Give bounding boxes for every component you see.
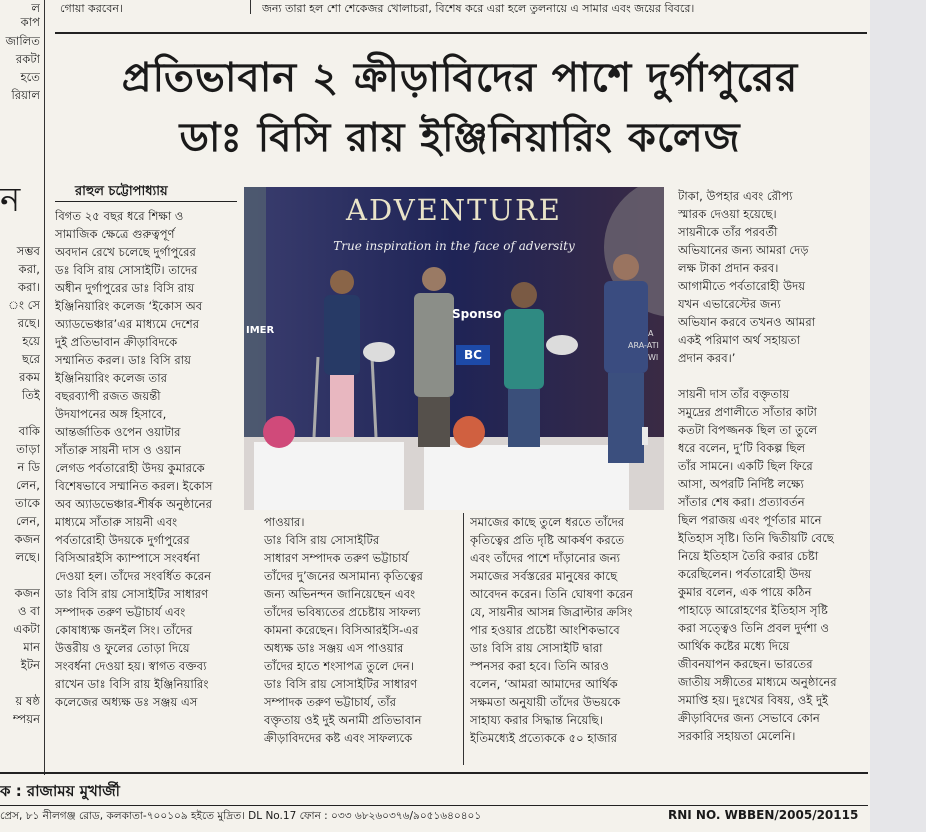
page-edge-strip bbox=[870, 0, 926, 832]
article-line: আসা, অপরটি নির্দিষ্ট লক্ষ্যে bbox=[678, 477, 804, 491]
footer-imprint: প্রেস, ৮১ নীলগঞ্জ রোড, কলকাতা-৭০০১০৯ হইতে মুদ্রিত। DL No.17 ফোন : ০৩৩ ৬৮২৬০৩৭৬/৯০৫১৬৪০৪০১ bbox=[0, 810, 482, 822]
article-line: সাঁতারু সায়নী দাস ও ওয়ান bbox=[55, 443, 182, 457]
article-line: সায়নী দাস তাঁর বক্তৃতায় bbox=[678, 387, 790, 401]
article-line: সমুদ্রের প্রণালীতে সাঁতার কাটা bbox=[678, 405, 817, 419]
article-line: প্রদান করব।’ bbox=[678, 351, 736, 365]
article-line: বলেন, ‘আমরা আমাদের আর্থিক bbox=[470, 677, 618, 691]
article-line: ক্রীড়াবিদের জন্য সেভাবে কোন bbox=[678, 711, 820, 725]
top-fragment-left-text: গোয়া করবেন। bbox=[60, 2, 123, 14]
left-fragment-line: ইটন bbox=[20, 658, 40, 672]
article-line: কতটা বিপজ্জনক ছিল তা তুলে bbox=[678, 423, 818, 437]
article-line: সমাজের কাছে তুলে ধরতে তাঁদের bbox=[470, 515, 625, 529]
article-line: সাঁতার শেষ করা। প্রত্যাবর্তন bbox=[678, 495, 805, 509]
article-line: পাহাড়ে আরোহণের ইতিহাস সৃষ্টি bbox=[678, 603, 828, 617]
article-line: আগামীতে পর্বতারোহী উদয় bbox=[678, 279, 806, 293]
article-line: দেওয়া হল। তাঁদের সংবর্ধিত করেন bbox=[55, 569, 212, 583]
article-line: সক্ষমতা অনুযায়ী তাঁদের উভয়কে bbox=[470, 695, 621, 709]
left-fragment-line: একটা bbox=[13, 622, 40, 636]
left-fragment-line: বাকি bbox=[18, 424, 40, 438]
article-line: অ্যাডভেঞ্চার’এর মাধ্যমে দেশের bbox=[55, 317, 200, 331]
article-line: দুই প্রতিভাবান ক্রীড়াবিদকে bbox=[55, 335, 178, 349]
left-fragment-line: ম্পয়ন bbox=[12, 712, 40, 726]
article-line: ক্রীড়াবিদদের কষ্ট এবং সাফল্যকে bbox=[264, 731, 413, 745]
left-big-letter: ন bbox=[0, 180, 21, 220]
article-line: ইঞ্জিনিয়ারিং কলেজ তার bbox=[55, 371, 167, 385]
article-line: টাকা, উপহার এবং রৌপ্য bbox=[678, 189, 793, 203]
article-line: লক্ষ টাকা প্রদান করব। bbox=[678, 261, 779, 275]
article-line: ডাঃ বিসি রায় সোসাইটির সাধারণ bbox=[264, 677, 418, 691]
memento-plate-2 bbox=[546, 335, 578, 355]
event-photo bbox=[244, 187, 664, 510]
article-line: তাঁদের দু’জনের অসামান্য কৃতিত্বের bbox=[264, 569, 423, 583]
left-fragment-line: ন ডি bbox=[17, 460, 40, 474]
banner-right-text-1: A bbox=[648, 329, 654, 338]
article-line: ডাঃ বিসি রায় সোসাইটির সাধারণ bbox=[55, 587, 209, 601]
article-line: অবদান রেখে চলেছে দুর্গাপুরের bbox=[55, 245, 196, 259]
banner-right-text-3: WI bbox=[648, 353, 659, 362]
article-line: কৃতিত্বের প্রতি দৃষ্টি আকর্ষণ করতে bbox=[470, 533, 625, 547]
article-line: সায়নীকে তাঁর পরবর্তী bbox=[678, 225, 778, 239]
article-line: সম্পাদক তরুণ ভট্টাচার্য এবং bbox=[55, 605, 186, 619]
article-line: সংবর্ধনা দেওয়া হয়। স্বাগত বক্তব্য bbox=[55, 659, 207, 673]
article-line: জন্য অভিনন্দন জানিয়েছেন এবং bbox=[264, 587, 416, 601]
article-column-2 bbox=[264, 513, 460, 747]
byline-rule bbox=[55, 201, 237, 202]
article-line: সম্মানিত করল। ডাঃ বিসি রায় bbox=[55, 353, 191, 367]
banner-sponsor-logo: BC bbox=[456, 345, 490, 365]
article-line: ইতিহাস সৃষ্টি। তিনি দ্বিতীয়টি বেছে bbox=[678, 531, 834, 545]
left-fragment-line: তাড়া bbox=[16, 442, 40, 456]
footer-editor: ক : রাজাময় মুখার্জী bbox=[0, 782, 120, 800]
article-line: ছিল পরাজয় এবং পূর্ণতার মানে bbox=[678, 513, 822, 527]
article-line: তাঁর সামনে। একটি ছিল ফিরে bbox=[678, 459, 813, 473]
byline: রাহুল চট্টোপাধ্যায় bbox=[75, 184, 168, 199]
left-column-divider bbox=[44, 0, 45, 775]
person-4 bbox=[604, 254, 648, 463]
column-2-3-divider bbox=[463, 513, 464, 765]
article-line: যে, সায়নীর আসন্ন জিব্রাল্টার ক্রসিং bbox=[470, 605, 633, 619]
left-fragment-line: কাপ bbox=[20, 15, 40, 29]
article-line: উদযাপনের অঙ্গ হিসাবে, bbox=[55, 407, 167, 421]
left-fragment-line: ছরে bbox=[21, 352, 40, 366]
left-fragment-line: য় ষষ্ঠ bbox=[15, 694, 40, 708]
article-line: রাখেন ডাঃ বিসি রায় ইঞ্জিনিয়ারিং bbox=[55, 677, 209, 691]
article-line: পর্বতারোহী উদয়কে দুর্গাপুরের bbox=[55, 533, 190, 547]
left-fragment-line: জালিত bbox=[5, 34, 40, 48]
left-fragment-line: রিয়াল bbox=[11, 88, 40, 102]
banner-sponsor-text: Sponso bbox=[452, 307, 502, 321]
footer-rule-2 bbox=[0, 805, 868, 806]
article-line: নিয়ে ইতিহাস তৈরি করার চেষ্টা bbox=[678, 549, 819, 563]
article-line: অভিযান করবে তখনও আমরা bbox=[678, 315, 816, 329]
left-fragment-line: রকটা bbox=[15, 52, 40, 66]
article-line: সমাপ্তি হয়। দুঃখের বিষয়, ওই দুই bbox=[678, 693, 829, 707]
article-line: ডাঃ বিসি রায় সোসাইটির bbox=[264, 533, 380, 547]
top-fragment-left bbox=[60, 0, 230, 14]
left-fragment-line: মান bbox=[23, 640, 40, 654]
article-line: অধীন দুর্গাপুরের ডাঃ বিসি রায় bbox=[55, 281, 195, 295]
article-column-4 bbox=[678, 187, 868, 745]
article-line: সাধারণ সম্পাদক তরুণ ভট্টাচার্য bbox=[264, 551, 409, 565]
article-line: সমাজের সর্বস্তরের মানুষের কাছে bbox=[470, 569, 618, 583]
article-line: কোষাধ্যক্ষ জনইল সিং। তাঁদের bbox=[55, 623, 193, 637]
article-line bbox=[678, 367, 868, 385]
top-column-divider bbox=[250, 0, 251, 14]
article-line: বক্তৃতায় ওই দুই অনামী প্রতিভাবান bbox=[264, 713, 422, 727]
top-fragment-middle-text: জন্য তারা হল শো শেকেজর খোলাচরা, বিশেষ করে এরা হলে তুলনায়ে এ সামার এবং জয়ের বিবরে। bbox=[262, 2, 695, 14]
left-fragment-line: লছে। bbox=[15, 550, 40, 564]
article-line: অব অ্যাডভেঞ্চার-শীর্ষক অনুষ্ঠানের bbox=[55, 497, 213, 511]
article-line: করেছিলেন। পর্বতারোহী উদয় bbox=[678, 567, 812, 581]
article-line: অভিযানের জন্য আমরা দেড় bbox=[678, 243, 809, 257]
left-fragment-line: ং সে bbox=[8, 298, 40, 312]
left-fragment-line: রছে। bbox=[17, 316, 40, 330]
article-line: করা সত্ত্বেও তিনি প্রবল দুর্দশা ও bbox=[678, 621, 830, 635]
article-line: ডঃ বিসি রায় সোসাইটি। তাদের bbox=[55, 263, 198, 277]
footer-rule bbox=[0, 772, 868, 774]
left-fragment-line: তাকে bbox=[15, 496, 40, 510]
article-line: তাঁদের ভবিষ্যতের প্রচেষ্টায় সাফল্য bbox=[264, 605, 421, 619]
article-line: ধরে বলেন, দু’টি বিকল্প ছিল bbox=[678, 441, 806, 455]
article-line: বিগত ২৫ বছর ধরে শিক্ষা ও bbox=[55, 209, 184, 223]
article-line: স্মারক দেওয়া হয়েছে। bbox=[678, 207, 777, 221]
headline-line-2: ডাঃ বিসি রায় ইঞ্জিনিয়ারিং কলেজ bbox=[179, 115, 741, 161]
article-line: ইতিমধ্যেই প্রত্যেককে ৫০ হাজার bbox=[470, 731, 617, 745]
left-fragment-line: লেন, bbox=[16, 478, 40, 492]
article-line: পার হওয়ার প্রচেষ্টা আংশিকভাবে bbox=[470, 623, 620, 637]
top-rule bbox=[55, 32, 867, 34]
article-line: জীবনযাপন করছেন। ভারতের bbox=[678, 657, 813, 671]
article-line: জাতীয় সঙ্গীতের মাধ্যমে অনুষ্ঠানের bbox=[678, 675, 837, 689]
article-line: কলেজের অধ্যক্ষ ডঃ সঞ্জয় এস bbox=[55, 695, 198, 709]
article-line: আর্থিক কষ্টের মধ্যে দিয়ে bbox=[678, 639, 790, 653]
banner-left-text: IMER bbox=[246, 325, 275, 336]
article-line: সাহায্য করার সিদ্ধান্ত নিয়েছি। bbox=[470, 713, 603, 727]
article-line: অধ্যক্ষ ডাঃ সঞ্জয় এস পাওয়ার bbox=[264, 641, 404, 655]
left-fragment-line: তিই bbox=[21, 388, 40, 402]
left-fragment-line: কজন bbox=[14, 586, 40, 600]
article-line: সরকারি সহায়তা মেলেনি। bbox=[678, 729, 796, 743]
flower-bouquet-right bbox=[453, 416, 485, 448]
article-line: আবেদন করেন। তিনি ঘোষণা করেন bbox=[470, 587, 633, 601]
article-line: উত্তরীয় ও ফুলের তোড়া দিয়ে bbox=[55, 641, 190, 655]
left-fragment-line: করা। bbox=[18, 280, 40, 294]
article-line: মাধ্যমে সাঁতারু সায়নী এবং bbox=[55, 515, 178, 529]
left-fragment-line: রকম bbox=[19, 370, 40, 384]
article-line: বিসিআরইসি ক্যাম্পাসে সংবর্ধনা bbox=[55, 551, 200, 565]
article-line: আন্তর্জাতিক ওপেন ওয়াটার bbox=[55, 425, 181, 439]
article-line: সম্পাদক তরুণ ভট্টাচার্য, তাঁর bbox=[264, 695, 397, 709]
article-line: পাওয়ার। bbox=[264, 515, 305, 529]
left-column-fragments bbox=[0, 0, 40, 832]
table-left bbox=[254, 442, 404, 510]
left-fragment-line: ল bbox=[31, 1, 40, 15]
article-line: কুমার বলেন, এক পায়ে কঠিন bbox=[678, 585, 812, 599]
article-line: তাঁদের হাতে শংসাপত্র তুলে দেন। bbox=[264, 659, 414, 673]
table-right bbox=[424, 445, 629, 510]
article-line: ডাঃ বিসি রায় সোসাইটি দ্বারা bbox=[470, 641, 603, 655]
left-fragment-line: সম্ভব bbox=[16, 244, 40, 258]
article-line: ইঞ্জিনিয়ারিং কলেজ ‘ইকোস অব bbox=[55, 299, 203, 313]
left-fragment-line: লেন, bbox=[16, 514, 40, 528]
left-fragment-line: ও বা bbox=[17, 604, 40, 618]
article-column-1 bbox=[55, 207, 242, 711]
article-line: কামনা করেছেন। বিসিআরইসি-এর bbox=[264, 623, 419, 637]
flower-bouquet-left bbox=[263, 416, 295, 448]
article-line: বিশেষভাবে সম্মানিত করল। ইকোস bbox=[55, 479, 213, 493]
left-fragment-line: হতে bbox=[20, 70, 40, 84]
article-line: স্পনসর করা হবে। তিনি আরও bbox=[470, 659, 609, 673]
banner-right-text-2: ARA-ATI bbox=[628, 341, 659, 350]
article-line: বছরব্যাপী রজত জয়ন্তী bbox=[55, 389, 161, 403]
event-photo-illustration bbox=[244, 187, 664, 510]
left-fragment-line: হয়ে bbox=[22, 334, 40, 348]
article-line: একই পরিমাণ অর্থ সহায়তা bbox=[678, 333, 800, 347]
article-line: যখন এভারেস্টের জন্য bbox=[678, 297, 781, 311]
article-line: লেগড পর্বতারোহী উদয় কুমারকে bbox=[55, 461, 205, 475]
person-2 bbox=[414, 267, 454, 447]
memento-plate-1 bbox=[363, 342, 395, 362]
top-fragment-middle bbox=[262, 0, 867, 14]
left-fragment-line: করা, bbox=[18, 262, 40, 276]
article-line: এবং তাঁদের পাশে দাঁড়ানোর জন্য bbox=[470, 551, 621, 565]
banner-tagline: True inspiration in the face of adversity bbox=[333, 239, 575, 253]
headline-line-1: প্রতিভাবান ২ ক্রীড়াবিদের পাশে দুর্গাপুরের bbox=[121, 55, 799, 101]
footer-rni: RNI NO. WBBEN/2005/20115 bbox=[668, 808, 859, 822]
article-column-3 bbox=[470, 513, 665, 747]
article-line: সামাজিক ক্ষেত্রে গুরুত্বপূর্ণ bbox=[55, 227, 175, 241]
banner-title: ADVENTURE bbox=[346, 193, 562, 227]
left-fragment-line: কজন bbox=[14, 532, 40, 546]
